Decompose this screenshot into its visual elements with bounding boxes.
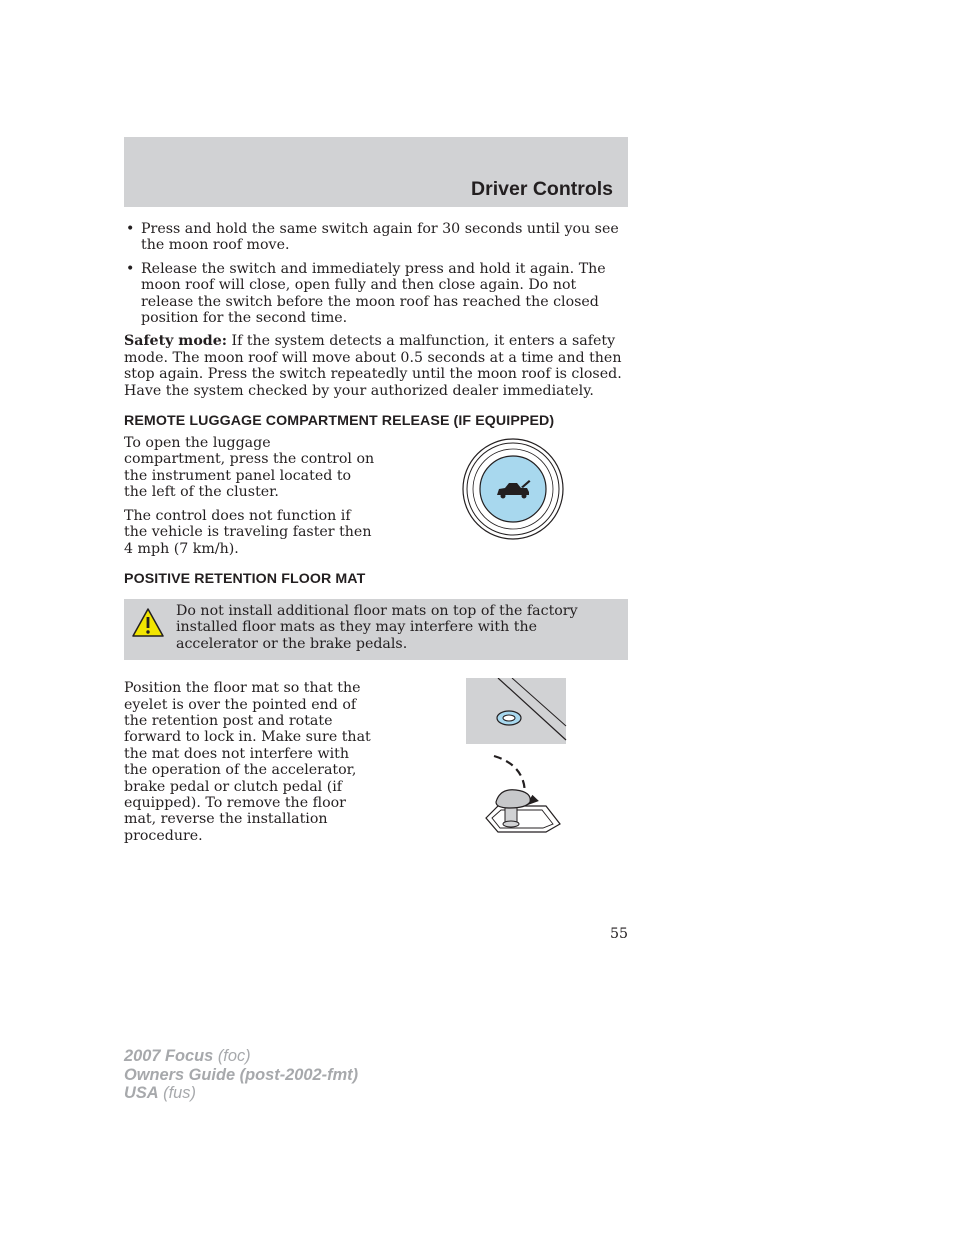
luggage-heading: REMOTE LUGGAGE COMPARTMENT RELEASE (IF EQUIPPED) <box>124 413 555 430</box>
footer-model: 2007 Focus <box>124 1047 214 1065</box>
bullet-dot: • <box>126 260 135 277</box>
safety-mode-label: Safety mode: <box>124 333 227 350</box>
floormat-heading: POSITIVE RETENTION FLOOR MAT <box>124 570 366 587</box>
footer-model-code: (foc) <box>213 1047 251 1065</box>
document-footer <box>124 1047 358 1103</box>
footer-market-code: (fus) <box>158 1084 196 1102</box>
footer-guide: Owners Guide (post-2002-fmt) <box>124 1065 359 1084</box>
footer-market: USA <box>124 1084 159 1102</box>
safety-mode-paragraph <box>124 333 628 399</box>
warning-triangle-icon <box>132 607 164 639</box>
safety-mode-text: If the system detects a malfunction, it enters a safety mode. The moon roof will move about 0.5 seconds at a time and then stop again. Press the switch repeatedly until the moon roof is closed. Have the system checked by your authorized dealer immediately. <box>124 333 622 399</box>
bullet-text: Release the switch and immediately press and hold it again. The moon roof will close, open fully and then close again. Do not release the switch before the moon roof has reached the closed position for the second time. <box>141 260 606 327</box>
luggage-section <box>124 435 628 557</box>
floormat-para: Position the floor mat so that the eyelet is over the pointed end of the retention post and rotate forward to lock in. Make sure that the mat does not interfere with the operation of the accelerator, brake pedal or clutch pedal (if equipped). To remove the floor mat, reverse the installation procedure. <box>124 680 371 844</box>
luggage-para-2: The control does not function if the vehicle is traveling faster then 4 mph (7 km/h). <box>124 507 372 557</box>
trunk-release-button <box>461 437 565 541</box>
bullet-text: Press and hold the same switch again for 30 seconds until you see the moon roof move. <box>141 221 619 254</box>
bullet-item <box>124 221 628 254</box>
section-title: Driver Controls <box>471 178 613 200</box>
bullet-item <box>124 261 628 327</box>
floormat-section <box>124 680 628 844</box>
bullet-dot: • <box>126 221 135 237</box>
page-number: 55 <box>609 926 628 942</box>
page-content <box>124 221 628 851</box>
luggage-para-1: To open the luggage compartment, press the control on the instrument panel located to the left of the cluster. <box>124 435 375 501</box>
section-header <box>124 137 628 207</box>
warning-box <box>124 599 628 660</box>
floor-mat-retention-diagram <box>464 678 568 838</box>
warning-text: Do not install additional floor mats on top of the factory installed floor mats as they may interfere with the accelerator or the brake pedals. <box>176 602 578 652</box>
